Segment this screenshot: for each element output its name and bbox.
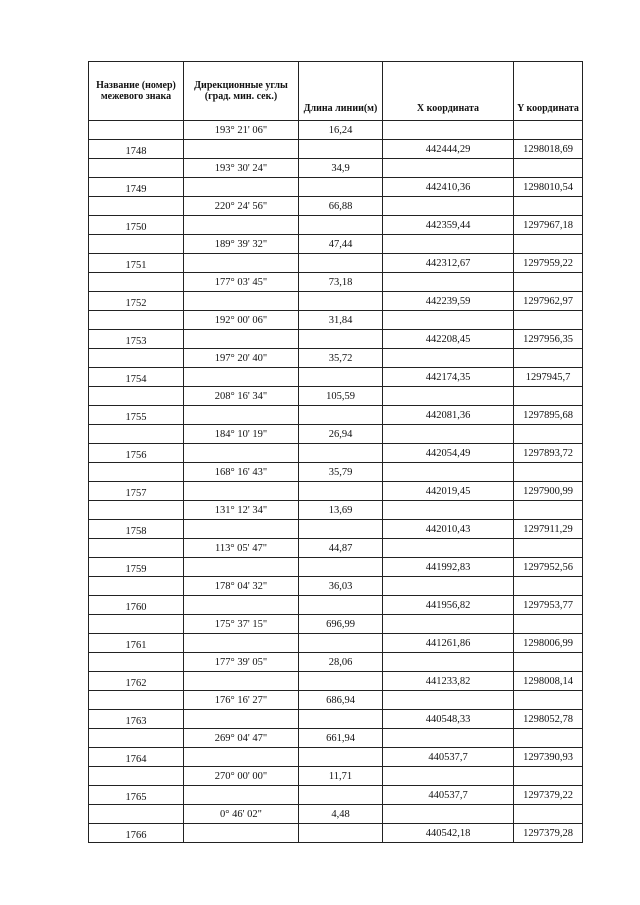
cell-y — [514, 197, 583, 216]
cell-y: 1297952,56 — [514, 558, 583, 577]
table-row-point — [89, 254, 583, 273]
cell-angle — [184, 216, 299, 235]
cell-length: 35,72 — [299, 349, 383, 368]
cell-length: 4,48 — [299, 805, 383, 824]
cell-angle — [184, 710, 299, 729]
table-row-point — [89, 140, 583, 159]
table-row-point — [89, 178, 583, 197]
cell-x: 441233,82 — [383, 672, 514, 691]
table-row-segment — [89, 349, 583, 368]
cell-length — [299, 216, 383, 235]
cell-x — [383, 691, 514, 710]
table-row-point — [89, 520, 583, 539]
cell-length — [299, 520, 383, 539]
cell-angle — [184, 520, 299, 539]
cell-length — [299, 330, 383, 349]
cell-angle — [184, 596, 299, 615]
cell-angle: 0° 46' 02" — [184, 805, 299, 824]
cell-mark: 1764 — [89, 748, 184, 767]
cell-length: 661,94 — [299, 729, 383, 748]
cell-angle — [184, 292, 299, 311]
table-row-segment — [89, 691, 583, 710]
cell-mark: 1748 — [89, 140, 184, 159]
cell-length: 34,9 — [299, 159, 383, 178]
cell-x: 442208,45 — [383, 330, 514, 349]
table-body — [89, 121, 583, 843]
cell-mark: 1766 — [89, 824, 184, 843]
cell-y — [514, 653, 583, 672]
cell-length — [299, 786, 383, 805]
cell-length: 16,24 — [299, 121, 383, 140]
cell-x: 440537,7 — [383, 748, 514, 767]
cell-y: 1297953,77 — [514, 596, 583, 615]
table-row-segment — [89, 577, 583, 596]
cell-angle: 113° 05' 47" — [184, 539, 299, 558]
cell-length — [299, 672, 383, 691]
table-row-segment — [89, 197, 583, 216]
cell-mark: 1756 — [89, 444, 184, 463]
table-row-point — [89, 482, 583, 501]
cell-length: 31,84 — [299, 311, 383, 330]
cell-x: 442081,36 — [383, 406, 514, 425]
cell-mark: 1753 — [89, 330, 184, 349]
boundary-marks-table — [88, 61, 583, 843]
cell-x: 442444,29 — [383, 140, 514, 159]
cell-y — [514, 425, 583, 444]
cell-angle: 269° 04' 47" — [184, 729, 299, 748]
table-row-point — [89, 292, 583, 311]
cell-y: 1297893,72 — [514, 444, 583, 463]
cell-angle — [184, 748, 299, 767]
cell-y — [514, 159, 583, 178]
table-row-segment — [89, 653, 583, 672]
cell-length: 35,79 — [299, 463, 383, 482]
cell-angle — [184, 406, 299, 425]
cell-mark — [89, 235, 184, 254]
cell-length: 696,99 — [299, 615, 383, 634]
cell-x — [383, 463, 514, 482]
cell-length: 686,94 — [299, 691, 383, 710]
cell-x — [383, 767, 514, 786]
cell-length: 36,03 — [299, 577, 383, 596]
cell-length: 26,94 — [299, 425, 383, 444]
cell-angle — [184, 140, 299, 159]
cell-angle: 220° 24' 56" — [184, 197, 299, 216]
table-row-segment — [89, 121, 583, 140]
cell-y: 1298010,54 — [514, 178, 583, 197]
cell-x: 442010,43 — [383, 520, 514, 539]
header-length: Длина линии(м) — [299, 62, 383, 121]
cell-mark — [89, 463, 184, 482]
cell-mark — [89, 577, 184, 596]
cell-x — [383, 501, 514, 520]
cell-y: 1297895,68 — [514, 406, 583, 425]
cell-y: 1297379,28 — [514, 824, 583, 843]
boundary-coordinates-document — [88, 61, 582, 843]
cell-x: 442054,49 — [383, 444, 514, 463]
cell-mark: 1750 — [89, 216, 184, 235]
cell-mark: 1752 — [89, 292, 184, 311]
cell-y: 1298006,99 — [514, 634, 583, 653]
cell-length — [299, 254, 383, 273]
cell-angle — [184, 482, 299, 501]
cell-mark: 1758 — [89, 520, 184, 539]
cell-x — [383, 387, 514, 406]
header-mark: Название (номер) межевого знака — [89, 62, 184, 121]
cell-length — [299, 406, 383, 425]
table-row-point — [89, 216, 583, 235]
cell-length — [299, 140, 383, 159]
cell-angle: 208° 16' 34" — [184, 387, 299, 406]
cell-x — [383, 615, 514, 634]
table-row-point — [89, 406, 583, 425]
cell-mark: 1757 — [89, 482, 184, 501]
cell-y: 1297900,99 — [514, 482, 583, 501]
table-row-segment — [89, 463, 583, 482]
cell-x: 442312,67 — [383, 254, 514, 273]
cell-length — [299, 444, 383, 463]
cell-y — [514, 311, 583, 330]
cell-x — [383, 539, 514, 558]
cell-length: 105,59 — [299, 387, 383, 406]
cell-length: 28,06 — [299, 653, 383, 672]
cell-length — [299, 634, 383, 653]
cell-mark — [89, 805, 184, 824]
cell-angle: 197° 20' 40" — [184, 349, 299, 368]
cell-y: 1297959,22 — [514, 254, 583, 273]
cell-x — [383, 729, 514, 748]
cell-y: 1297390,93 — [514, 748, 583, 767]
cell-y — [514, 121, 583, 140]
cell-length: 73,18 — [299, 273, 383, 292]
cell-angle: 193° 30' 24" — [184, 159, 299, 178]
cell-x — [383, 159, 514, 178]
header-x: X координата — [383, 62, 514, 121]
cell-mark — [89, 653, 184, 672]
table-row-segment — [89, 615, 583, 634]
cell-y: 1297379,22 — [514, 786, 583, 805]
cell-mark: 1763 — [89, 710, 184, 729]
table-row-point — [89, 786, 583, 805]
table-row-point — [89, 558, 583, 577]
table-row-segment — [89, 539, 583, 558]
cell-x: 441992,83 — [383, 558, 514, 577]
cell-y: 1298008,14 — [514, 672, 583, 691]
cell-angle: 178° 04' 32" — [184, 577, 299, 596]
cell-length — [299, 824, 383, 843]
cell-mark: 1762 — [89, 672, 184, 691]
cell-y — [514, 349, 583, 368]
cell-x — [383, 349, 514, 368]
cell-angle: 193° 21' 06" — [184, 121, 299, 140]
cell-y — [514, 387, 583, 406]
cell-y: 1297945,7 — [514, 368, 583, 387]
cell-x — [383, 197, 514, 216]
cell-y — [514, 577, 583, 596]
cell-y — [514, 273, 583, 292]
cell-y: 1298018,69 — [514, 140, 583, 159]
cell-mark — [89, 197, 184, 216]
cell-mark: 1751 — [89, 254, 184, 273]
cell-mark: 1754 — [89, 368, 184, 387]
cell-y — [514, 767, 583, 786]
cell-y: 1298052,78 — [514, 710, 583, 729]
cell-angle — [184, 786, 299, 805]
cell-angle: 189° 39' 32" — [184, 235, 299, 254]
cell-mark: 1755 — [89, 406, 184, 425]
table-row-segment — [89, 805, 583, 824]
table-row-segment — [89, 729, 583, 748]
table-header-row — [89, 62, 583, 121]
cell-x: 441956,82 — [383, 596, 514, 615]
cell-mark: 1759 — [89, 558, 184, 577]
cell-x: 442174,35 — [383, 368, 514, 387]
cell-x: 441261,86 — [383, 634, 514, 653]
cell-mark — [89, 387, 184, 406]
table-row-point — [89, 634, 583, 653]
cell-y — [514, 615, 583, 634]
table-row-point — [89, 330, 583, 349]
cell-y: 1297962,97 — [514, 292, 583, 311]
cell-angle: 175° 37' 15" — [184, 615, 299, 634]
table-row-segment — [89, 767, 583, 786]
cell-mark: 1760 — [89, 596, 184, 615]
cell-length: 11,71 — [299, 767, 383, 786]
cell-mark — [89, 121, 184, 140]
header-angle: Дирекционные углы (град. мин. сек.) — [184, 62, 299, 121]
cell-angle — [184, 558, 299, 577]
cell-angle — [184, 634, 299, 653]
cell-length: 13,69 — [299, 501, 383, 520]
table-row-point — [89, 444, 583, 463]
cell-x: 442410,36 — [383, 178, 514, 197]
cell-length — [299, 482, 383, 501]
cell-length — [299, 748, 383, 767]
cell-length — [299, 558, 383, 577]
cell-angle: 176° 16' 27" — [184, 691, 299, 710]
cell-x: 442359,44 — [383, 216, 514, 235]
table-row-segment — [89, 425, 583, 444]
cell-mark: 1765 — [89, 786, 184, 805]
cell-angle: 192° 00' 06" — [184, 311, 299, 330]
cell-length: 66,88 — [299, 197, 383, 216]
cell-x: 440537,7 — [383, 786, 514, 805]
table-row-point — [89, 368, 583, 387]
table-row-segment — [89, 235, 583, 254]
cell-length — [299, 292, 383, 311]
cell-angle: 270° 00' 00" — [184, 767, 299, 786]
cell-y — [514, 235, 583, 254]
cell-x: 440542,18 — [383, 824, 514, 843]
cell-mark — [89, 615, 184, 634]
cell-angle: 177° 03' 45" — [184, 273, 299, 292]
cell-mark: 1761 — [89, 634, 184, 653]
table-row-point — [89, 596, 583, 615]
cell-angle: 131° 12' 34" — [184, 501, 299, 520]
cell-mark — [89, 349, 184, 368]
cell-mark: 1749 — [89, 178, 184, 197]
cell-y — [514, 501, 583, 520]
table-row-segment — [89, 311, 583, 330]
cell-mark — [89, 539, 184, 558]
cell-x: 440548,33 — [383, 710, 514, 729]
cell-y — [514, 691, 583, 710]
cell-angle: 168° 16' 43" — [184, 463, 299, 482]
table-row-point — [89, 672, 583, 691]
cell-angle — [184, 368, 299, 387]
table-row-point — [89, 824, 583, 843]
cell-mark — [89, 159, 184, 178]
cell-length — [299, 710, 383, 729]
table-row-segment — [89, 501, 583, 520]
cell-angle — [184, 178, 299, 197]
cell-length — [299, 596, 383, 615]
cell-mark — [89, 729, 184, 748]
cell-mark — [89, 501, 184, 520]
cell-x — [383, 805, 514, 824]
cell-angle — [184, 824, 299, 843]
cell-y — [514, 805, 583, 824]
cell-mark — [89, 311, 184, 330]
cell-x — [383, 235, 514, 254]
cell-mark — [89, 691, 184, 710]
cell-x — [383, 121, 514, 140]
header-y: Y координата — [514, 62, 583, 121]
cell-angle — [184, 444, 299, 463]
cell-x — [383, 425, 514, 444]
cell-y — [514, 729, 583, 748]
cell-angle — [184, 254, 299, 273]
cell-length: 44,87 — [299, 539, 383, 558]
cell-angle — [184, 330, 299, 349]
cell-x: 442019,45 — [383, 482, 514, 501]
table-row-point — [89, 748, 583, 767]
cell-length — [299, 368, 383, 387]
cell-x — [383, 653, 514, 672]
cell-mark — [89, 767, 184, 786]
cell-x — [383, 577, 514, 596]
cell-angle: 177° 39' 05" — [184, 653, 299, 672]
cell-length: 47,44 — [299, 235, 383, 254]
cell-length — [299, 178, 383, 197]
cell-y — [514, 539, 583, 558]
cell-y: 1297911,29 — [514, 520, 583, 539]
cell-x: 442239,59 — [383, 292, 514, 311]
table-row-segment — [89, 273, 583, 292]
cell-x — [383, 273, 514, 292]
cell-mark — [89, 425, 184, 444]
table-row-point — [89, 710, 583, 729]
cell-y: 1297956,35 — [514, 330, 583, 349]
table-row-segment — [89, 159, 583, 178]
cell-angle: 184° 10' 19" — [184, 425, 299, 444]
table-row-segment — [89, 387, 583, 406]
cell-mark — [89, 273, 184, 292]
cell-y: 1297967,18 — [514, 216, 583, 235]
cell-y — [514, 463, 583, 482]
cell-angle — [184, 672, 299, 691]
cell-x — [383, 311, 514, 330]
